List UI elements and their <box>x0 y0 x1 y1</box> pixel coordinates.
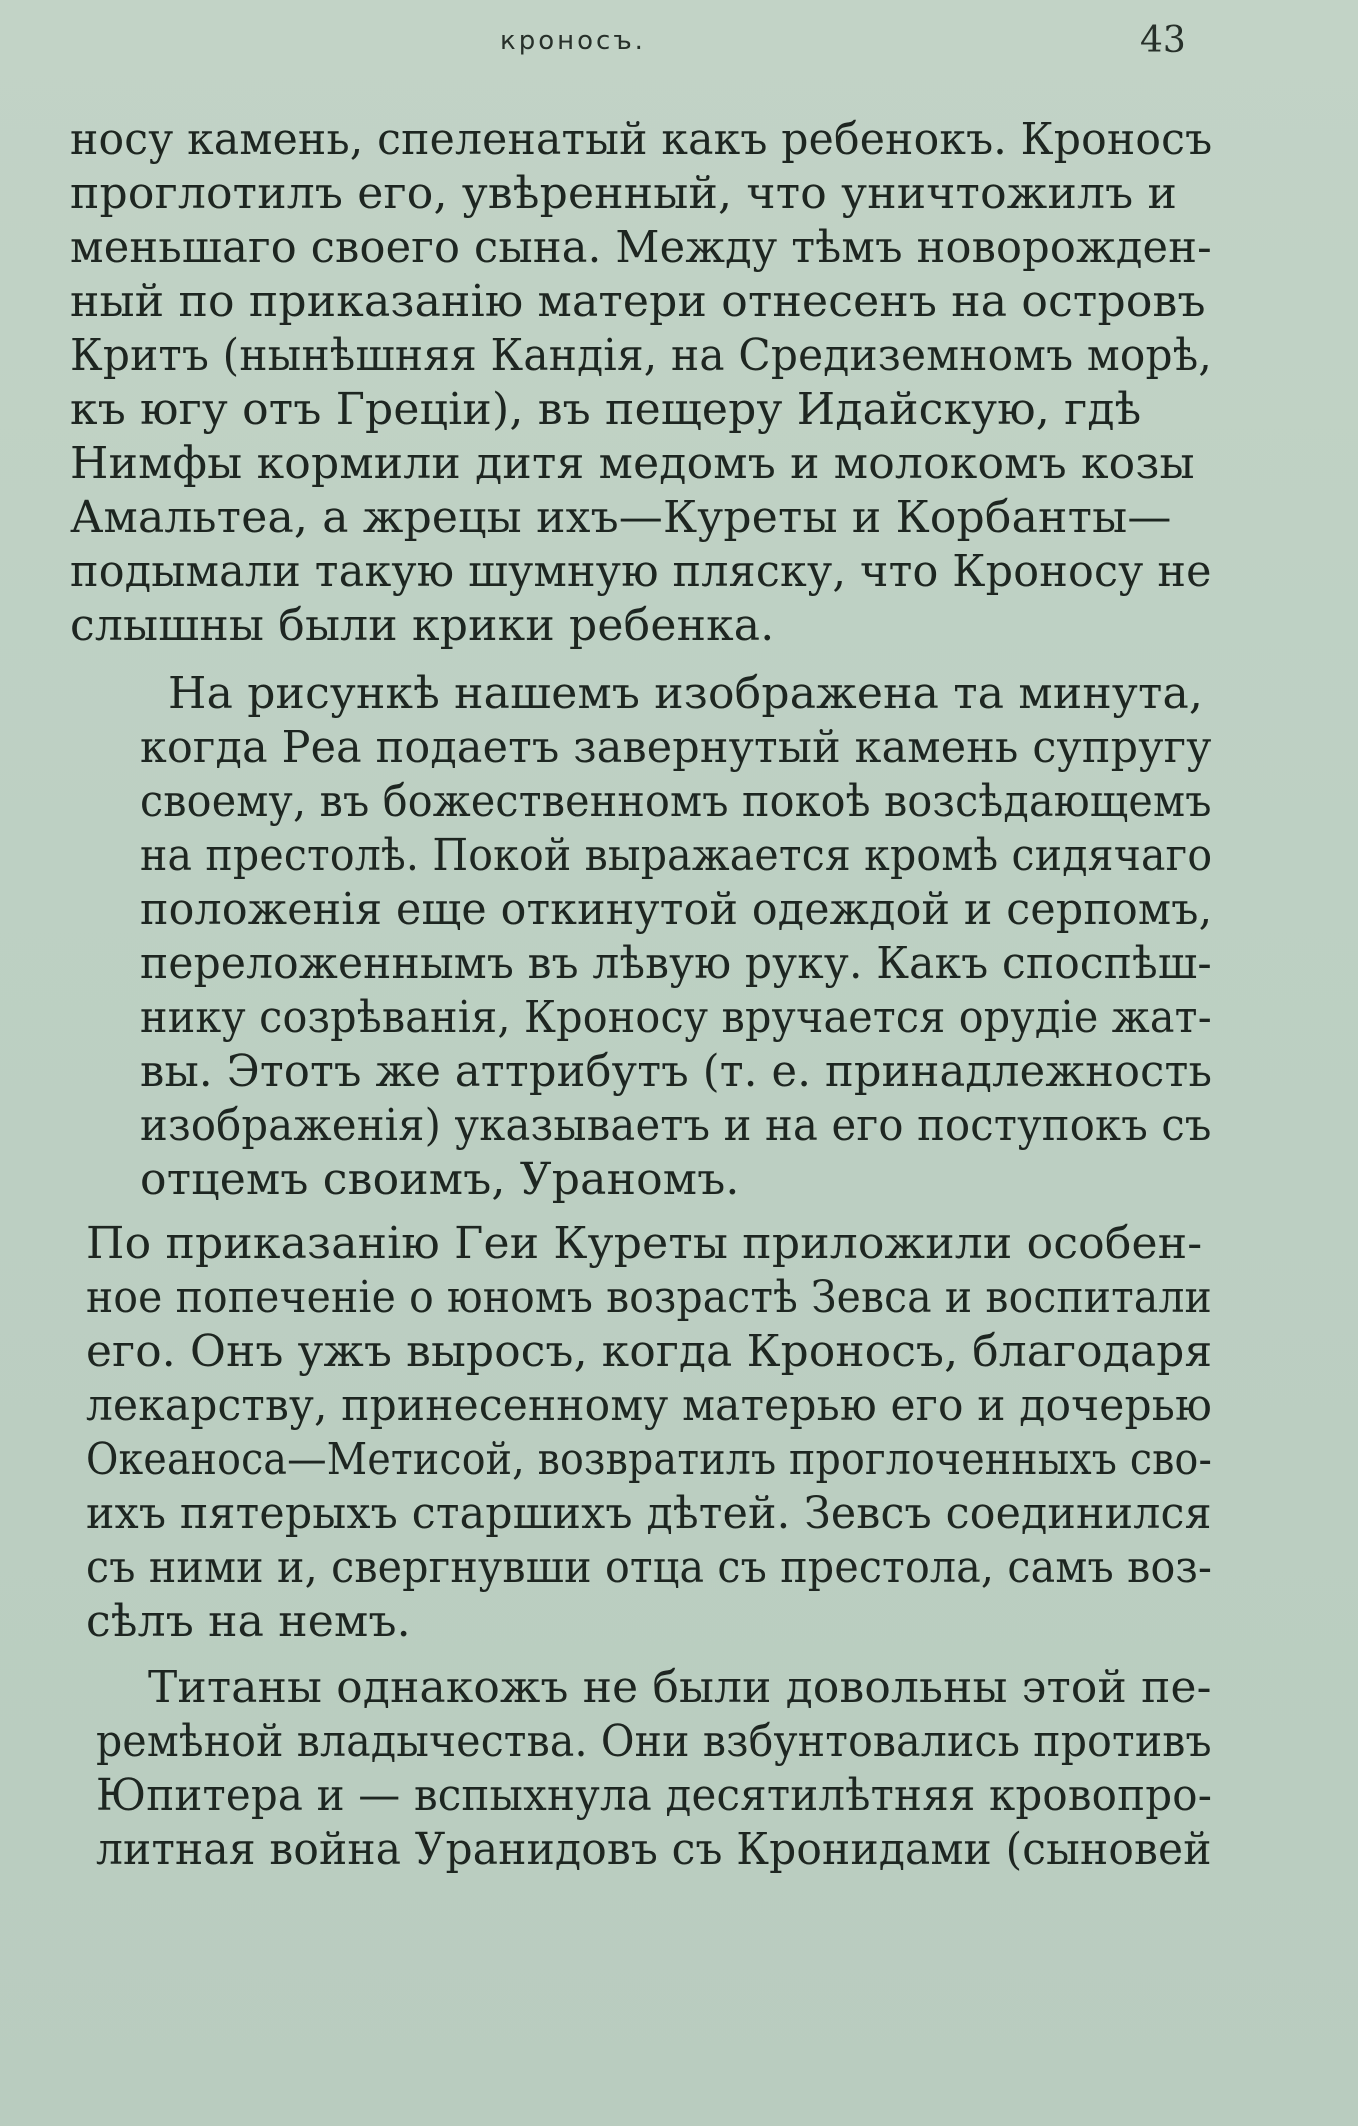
text-line: подымали такую шумную пляску, что Кроносу не <box>70 546 1212 597</box>
text-line: Океаноса—Метисой, возвратилъ проглоченныхъ сво- <box>86 1434 1212 1485</box>
text-line: изображенія) указываетъ и на его поступокъ съ <box>140 1100 1212 1151</box>
text-line: къ югу отъ Греціи), въ пещеру Идайскую, гдѣ <box>70 384 1142 435</box>
text-line: на престолѣ. Покой выражается кромѣ сидячаго <box>140 830 1213 881</box>
text-line: съ ними и, свергнувши отца съ престола, самъ воз- <box>86 1542 1213 1593</box>
text-line: нику созрѣванія, Кроносу вручается орудіе жат- <box>140 992 1212 1043</box>
text-line: лекарству, принесенному матерью его и дочерью <box>86 1380 1212 1431</box>
page-number: 43 <box>1140 20 1186 61</box>
text-line: Юпитера и — вспыхнула десятилѣтняя кровопро- <box>96 1770 1213 1821</box>
running-head: кроносъ. <box>500 26 646 56</box>
text-line: ихъ пятерыхъ старшихъ дѣтей. Зевсъ соединился <box>86 1488 1212 1539</box>
text-line: Титаны однакожъ не были довольны этой пе- <box>148 1662 1212 1713</box>
text-line: слышны были крики ребенка. <box>70 600 775 651</box>
text-line: литная война Уранидовъ съ Кронидами (сыновей <box>96 1824 1212 1875</box>
text-line: его. Онъ ужъ выросъ, когда Кроносъ, благодаря <box>86 1326 1213 1377</box>
text-line: положенія еще откинутой одеждой и серпомъ, <box>140 884 1213 935</box>
text-line: отцемъ своимъ, Ураномъ. <box>140 1154 740 1205</box>
text-line: Критъ (нынѣшняя Кандія, на Средиземномъ морѣ, <box>70 330 1213 381</box>
text-line: переложеннымъ въ лѣвую руку. Какъ споспѣш- <box>140 938 1212 989</box>
text-line: носу камень, спеленатый какъ ребенокъ. Кроносъ <box>70 114 1213 165</box>
text-line: когда Реа подаетъ завернутый камень супругу <box>140 722 1212 773</box>
text-line: По приказанію Геи Куреты приложили особен- <box>86 1218 1203 1269</box>
text-line: вы. Этотъ же аттрибутъ (т. е. принадлежность <box>140 1046 1213 1097</box>
text-line: ремѣной владычества. Они взбунтовались противъ <box>96 1716 1212 1767</box>
text-line: своему, въ божественномъ покоѣ возсѣдающемъ <box>140 776 1212 827</box>
text-line: На рисункѣ нашемъ изображена та минута, <box>168 668 1204 719</box>
text-line: Нимфы кормили дитя медомъ и молокомъ козы <box>70 438 1195 489</box>
text-line: ное попеченіе о юномъ возрастѣ Зевса и воспитали <box>86 1272 1212 1323</box>
text-line: проглотилъ его, увѣренный, что уничтожилъ и <box>70 168 1178 219</box>
text-line: Амальтеа, а жрецы ихъ—Куреты и Корбанты— <box>70 492 1172 543</box>
text-line: сѣлъ на немъ. <box>86 1596 411 1647</box>
text-line: меньшаго своего сына. Между тѣмъ новорожден- <box>70 222 1212 273</box>
text-line: ный по приказанію матери отнесенъ на островъ <box>70 276 1206 327</box>
